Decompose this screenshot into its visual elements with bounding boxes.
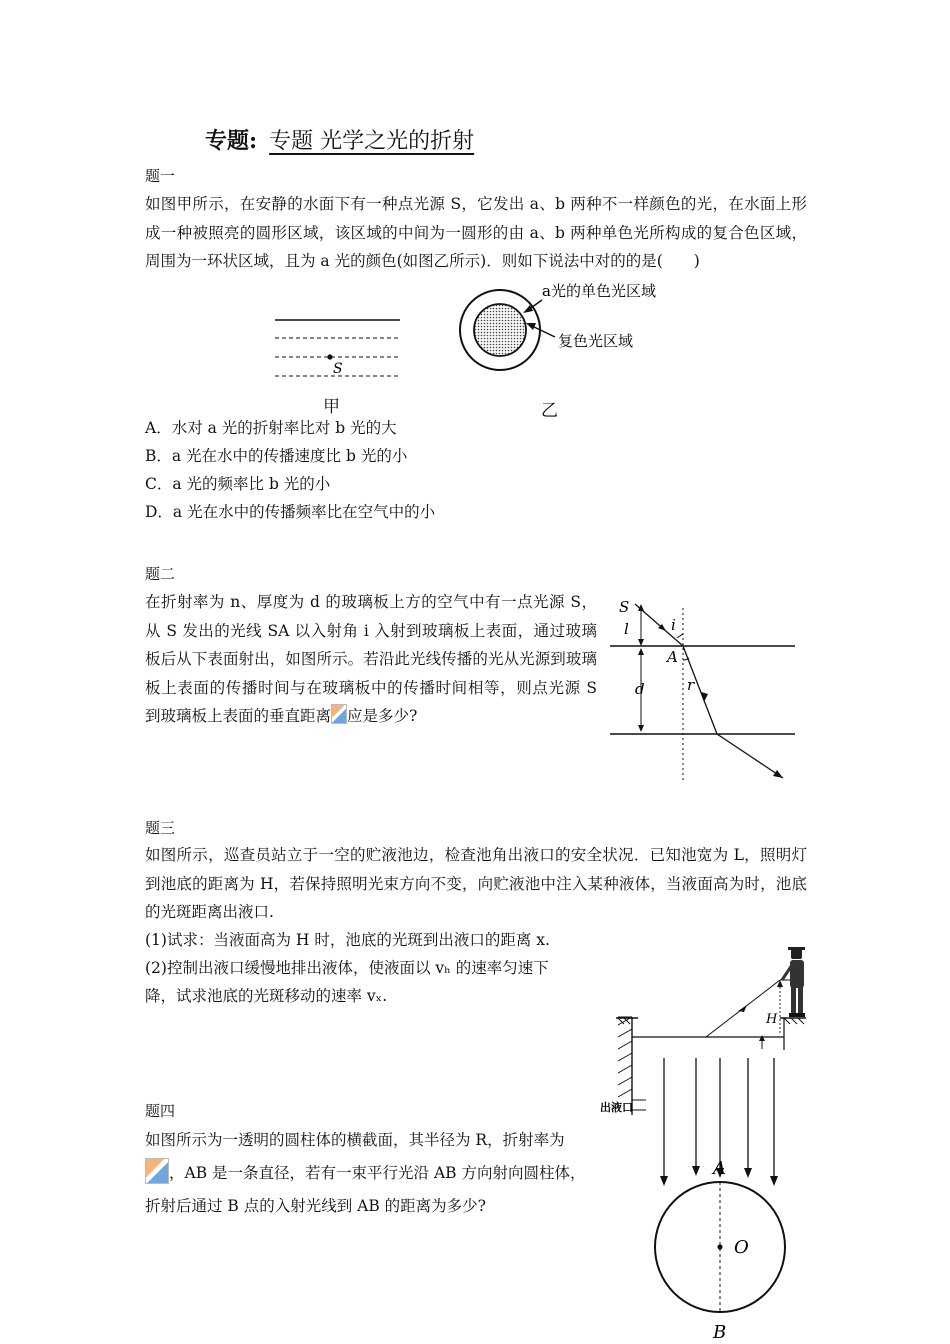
fig-jia-caption: 甲 bbox=[323, 397, 340, 417]
label-outlet: 出液口 bbox=[600, 1101, 633, 1114]
q4-text-line1: 如图所示为一透明的圆柱体的横截面，其半径为 R，折射率为 bbox=[145, 1131, 565, 1149]
point-source-dot bbox=[327, 354, 332, 359]
q1-option-c: C．a 光的频率比 b 光的小 bbox=[145, 475, 331, 493]
label-i: i bbox=[671, 616, 676, 634]
label-O: O bbox=[734, 1237, 749, 1258]
q3-text: 如图所示，巡查员站立于一空的贮液池边，检查池角出液口的安全状况．已知池宽为 L，照明灯到池底的距离为 H，若保持照明光束方向不变，向贮液池中注入某种液体，当液面高为时，池底的光斑距离出液口. bbox=[145, 846, 807, 921]
arrowhead bbox=[759, 1035, 765, 1041]
arrowhead bbox=[773, 770, 783, 778]
title-topic: 专题 光学之光的折射 bbox=[269, 129, 475, 154]
label-S: S bbox=[619, 598, 630, 616]
q2-text-main: 在折射率为 n、厚度为 d 的玻璃板上方的空气中有一点光源 S，从 S 发出的光线 SA 以入射角 i 入射到玻璃板上表面，通过玻璃板后从下表面射出，如图所示。若沿此光线传播的光从光源到玻璃板上表面的传播时间与在玻璃板中的传播时间相等，则点光源 S 到玻璃板上表面的垂直距离 bbox=[145, 593, 597, 725]
label-A: A bbox=[713, 1158, 726, 1179]
label-l: l bbox=[624, 620, 629, 638]
inspector-figure bbox=[782, 947, 805, 1017]
q4-text-line2-tail: ，AB 是一条直径，若有一束平行光沿 AB 方向射向圆柱体， bbox=[169, 1164, 586, 1182]
label-H: H bbox=[766, 1012, 778, 1027]
q1-text: 如图甲所示，在安静的水面下有一种点光源 S，它发出 a、b 两种不一样颜色的光，在水面上形成一种被照亮的圆形区域，该区域的中间为一圆形的由 a、b 两种单色光所构成的复合色区域，周围为一环状区域，且为 a 光的颜色(如图乙所示)．则如下说法中对的的是( ) bbox=[145, 195, 807, 270]
point-source-label: S bbox=[333, 361, 343, 377]
fig-yi-caption: 乙 bbox=[541, 401, 558, 421]
q1-option-d: D．a 光在水中的传播频率比在空气中的小 bbox=[145, 503, 436, 521]
label-d: d bbox=[635, 680, 645, 698]
exit-ray bbox=[717, 734, 783, 778]
q2-text bbox=[145, 588, 597, 731]
arrowhead bbox=[638, 648, 644, 655]
q3-sub2-line1: (2)控制出液口缓慢地排出液体，使液面以 vₕ 的速率匀速下 bbox=[145, 959, 549, 977]
title-label: 专题: bbox=[205, 128, 258, 154]
arrowhead bbox=[638, 639, 644, 646]
q1-figure-yi bbox=[450, 280, 690, 390]
center-point bbox=[717, 1244, 722, 1249]
wall-hatching bbox=[618, 1017, 632, 1097]
q2-heading: 题二 bbox=[145, 565, 176, 583]
annotation-outer-label: a光的单色光区域 bbox=[542, 282, 656, 300]
arrowhead bbox=[638, 725, 644, 732]
label-B: B bbox=[713, 1322, 727, 1343]
inner-compound-circle bbox=[474, 304, 526, 356]
q4-text-line3: 折射后通过 B 点的入射光线到 AB 的距离为多少? bbox=[145, 1197, 486, 1215]
annotation-inner-label: 复色光区域 bbox=[558, 332, 634, 350]
annotation-arrow-inner bbox=[532, 326, 555, 337]
q3-sub1: (1)试求：当液面高为 H 时，池底的光斑到出液口的距离 x. bbox=[145, 931, 550, 949]
q1-heading: 题一 bbox=[145, 167, 176, 185]
q1-figure-jia bbox=[270, 310, 410, 410]
q4-text-line2 bbox=[145, 1158, 585, 1187]
q1-option-a: A．水对 a 光的折射率比对 b 光的大 bbox=[145, 419, 397, 437]
q2-text-tail: 应是多少? bbox=[347, 707, 418, 725]
page-title bbox=[205, 124, 474, 155]
label-A: A bbox=[667, 648, 678, 666]
q1-option-b: B．a 光在水中的传播速度比 b 光的小 bbox=[145, 447, 408, 465]
arrowhead bbox=[526, 323, 536, 330]
q3-heading: 题三 bbox=[145, 819, 176, 837]
arrowhead bbox=[738, 1005, 747, 1012]
broken-image-icon bbox=[145, 1158, 169, 1184]
angle-i-arc bbox=[677, 634, 683, 638]
label-r: r bbox=[687, 676, 695, 694]
q4-heading: 题四 bbox=[145, 1102, 176, 1120]
broken-image-icon bbox=[331, 704, 347, 724]
q3-sub2-line2: 降，试求池底的光斑移动的速率 vₓ. bbox=[145, 987, 388, 1005]
q2-figure bbox=[605, 590, 805, 790]
q4-figure bbox=[640, 1050, 800, 1344]
